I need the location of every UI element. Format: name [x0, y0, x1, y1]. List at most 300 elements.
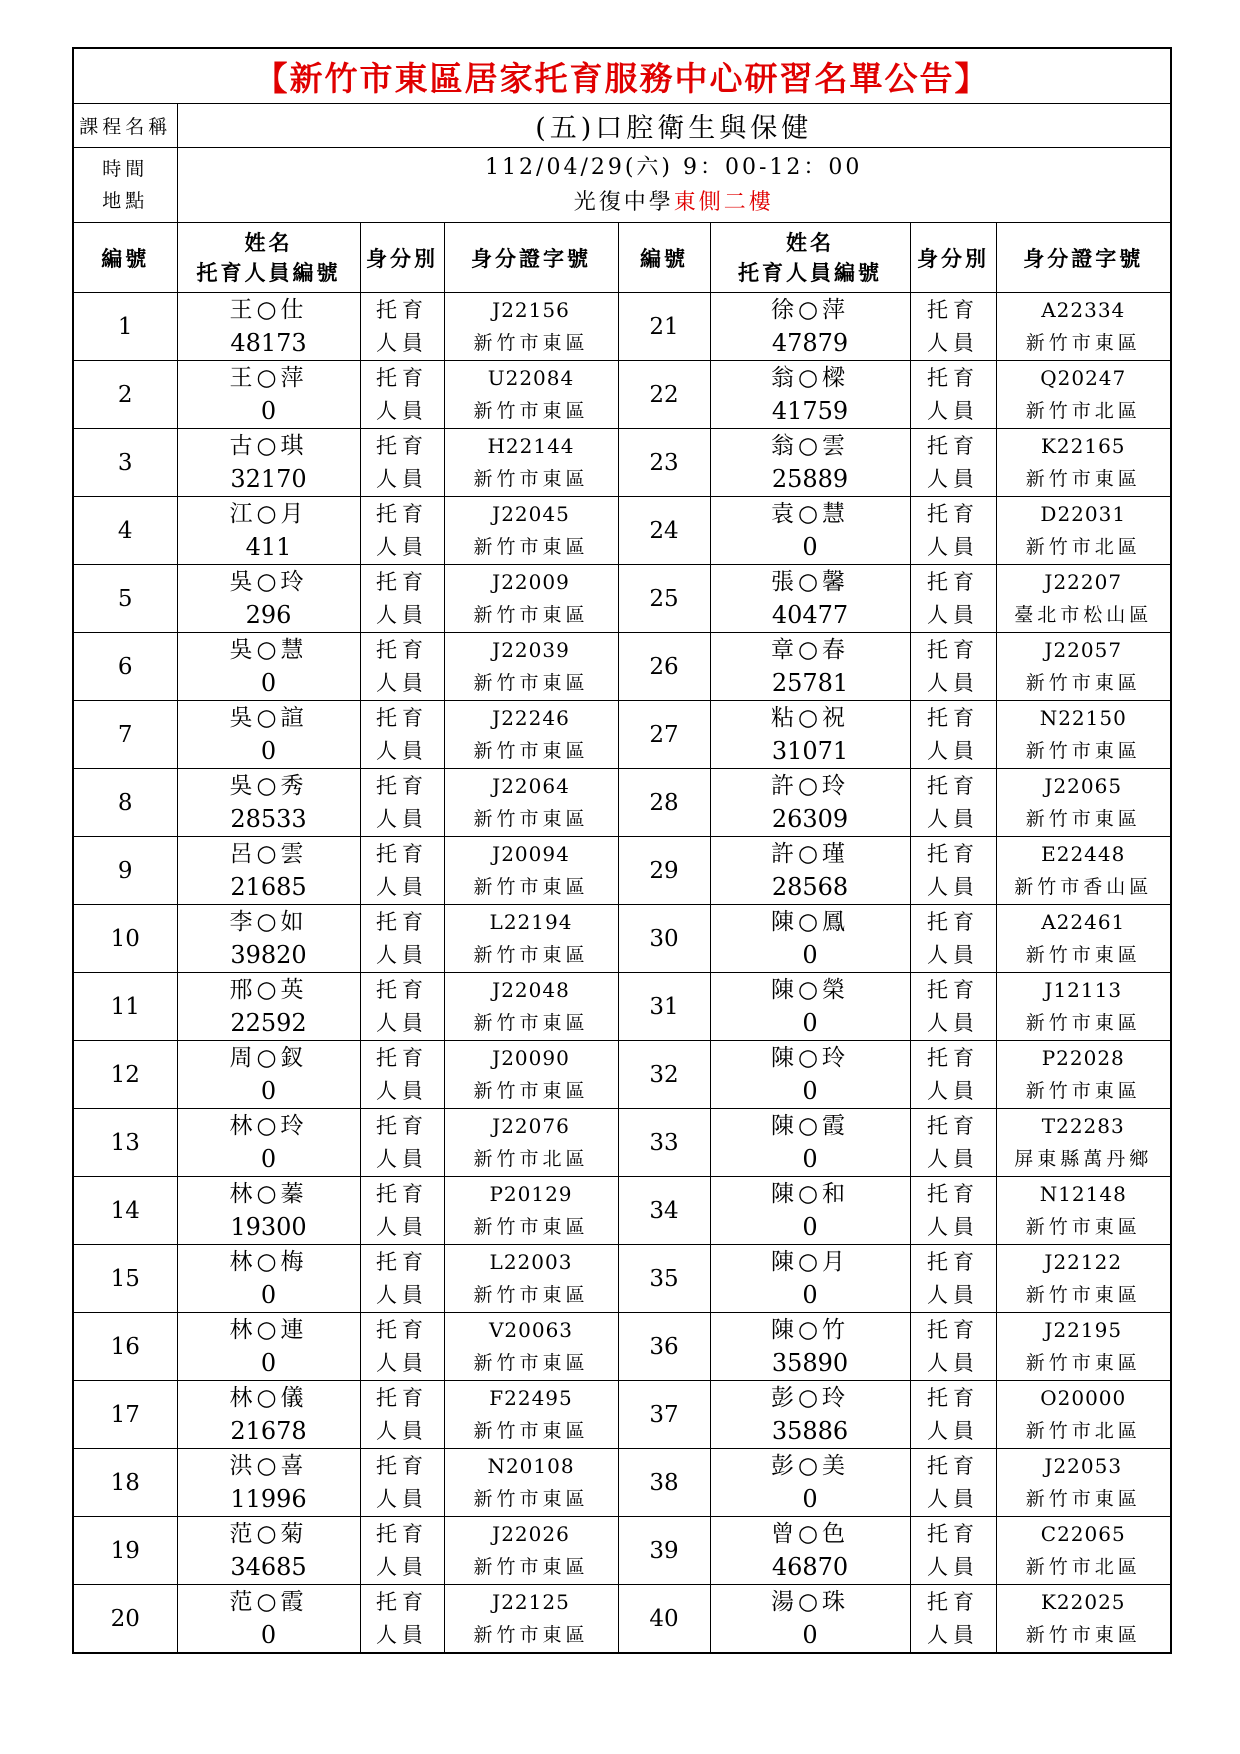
entry-identity-line: 托育 — [376, 909, 428, 934]
entry-caregiver-number: 0 — [802, 1620, 818, 1649]
entry-identity-cell — [360, 1585, 444, 1654]
entry-name: 林○蓁 — [229, 1180, 308, 1207]
entry-id-number: J22026 — [492, 1521, 570, 1546]
entry-name: 古○琪 — [229, 432, 308, 459]
entry-id-number: E22448 — [1041, 841, 1126, 866]
entry-district: 新竹市東區 — [1025, 671, 1141, 694]
entry-name: 彭○玲 — [770, 1384, 850, 1411]
entry-caregiver-number: 0 — [802, 1484, 818, 1513]
entry-district: 新竹市東區 — [473, 943, 589, 966]
entry-identity-cell — [910, 1313, 996, 1381]
entry-id-number: J22064 — [492, 773, 570, 798]
entry-number: 12 — [73, 1041, 177, 1109]
entry-name-cell — [710, 497, 910, 565]
entry-identity-line: 托育 — [927, 365, 979, 390]
entry-district: 新竹市東區 — [473, 1487, 589, 1510]
session-time: 112/04/29(六) 9：00-12：00 — [485, 155, 863, 180]
entry-name: 陳○鳳 — [770, 908, 850, 935]
entry-id-cell — [444, 429, 618, 497]
entry-caregiver-number: 40477 — [771, 600, 849, 629]
entry-number: 37 — [618, 1381, 710, 1449]
entry-id-cell — [996, 769, 1171, 837]
entry-identity-cell — [360, 1517, 444, 1585]
course-label: 課程名稱 — [73, 104, 177, 148]
entry-id-cell — [444, 293, 618, 361]
entry-caregiver-number: 0 — [802, 1076, 818, 1105]
entry-identity-line: 托育 — [927, 433, 979, 458]
entry-number: 40 — [618, 1585, 710, 1654]
entry-id-cell — [996, 905, 1171, 973]
entry-identity-line: 托育 — [376, 1249, 428, 1274]
table-row — [73, 769, 1171, 837]
entry-id-number: J22207 — [1044, 569, 1123, 594]
entry-number: 10 — [73, 905, 177, 973]
table-row — [73, 429, 1171, 497]
entry-identity-line: 人員 — [927, 1554, 979, 1579]
entry-identity-line: 托育 — [376, 1453, 428, 1478]
header-name-cell — [177, 223, 360, 293]
entry-identity-line: 托育 — [376, 1113, 428, 1138]
entry-number: 1 — [73, 293, 177, 361]
entry-district: 新竹市東區 — [473, 1079, 589, 1102]
header-name: 姓名 — [244, 229, 293, 255]
entry-name-cell — [710, 973, 910, 1041]
table-row — [73, 293, 1171, 361]
header-name: 姓名 — [786, 229, 834, 255]
entry-id-number: H22144 — [487, 433, 575, 458]
entry-name-cell — [177, 361, 360, 429]
entry-name: 章○春 — [770, 636, 850, 663]
entry-identity-cell — [360, 361, 444, 429]
entry-id-cell — [996, 497, 1171, 565]
roster-table — [72, 47, 1172, 1654]
entry-caregiver-number: 0 — [802, 1212, 818, 1241]
entry-district: 新竹市東區 — [1025, 1215, 1141, 1238]
entry-district: 新竹市東區 — [473, 535, 589, 558]
entry-identity-cell — [910, 1585, 996, 1654]
table-row — [73, 837, 1171, 905]
entry-identity-line: 托育 — [927, 637, 979, 662]
entry-id-number: O20000 — [1040, 1385, 1127, 1410]
entry-name: 翁○樑 — [770, 364, 850, 391]
entry-id-cell — [996, 701, 1171, 769]
entry-name: 湯○珠 — [770, 1588, 850, 1615]
entry-id-number: K22025 — [1040, 1589, 1126, 1614]
entry-number: 24 — [618, 497, 710, 565]
entry-district: 新竹市東區 — [1025, 1011, 1141, 1034]
entry-name: 陳○榮 — [770, 976, 850, 1003]
entry-district: 新竹市東區 — [473, 603, 589, 626]
entry-name-cell — [177, 701, 360, 769]
entry-caregiver-number: 21685 — [230, 872, 307, 901]
entry-identity-line: 人員 — [927, 1010, 979, 1035]
entry-identity-line: 托育 — [376, 1521, 428, 1546]
entry-caregiver-number: 39820 — [230, 940, 307, 969]
entry-name: 陳○霞 — [770, 1112, 850, 1139]
entry-district: 新竹市東區 — [1025, 1079, 1141, 1102]
entry-identity-line: 托育 — [376, 705, 428, 730]
entry-id-number: J22053 — [1044, 1453, 1123, 1478]
entry-identity-cell — [360, 1245, 444, 1313]
entry-number: 3 — [73, 429, 177, 497]
entry-number: 23 — [618, 429, 710, 497]
entry-name: 江○月 — [229, 500, 308, 527]
entry-id-number: J22076 — [492, 1113, 570, 1138]
entry-district: 新竹市東區 — [1025, 943, 1141, 966]
entry-identity-line: 人員 — [376, 1214, 428, 1239]
entry-identity-line: 托育 — [376, 1181, 428, 1206]
entry-identity-line: 人員 — [927, 942, 979, 967]
entry-name-cell — [710, 701, 910, 769]
entry-identity-line: 托育 — [927, 1113, 979, 1138]
entry-identity-cell — [910, 1041, 996, 1109]
entry-district: 新竹市東區 — [473, 875, 589, 898]
entry-district: 新竹市東區 — [473, 331, 589, 354]
entry-name-cell — [177, 1381, 360, 1449]
entry-name: 范○菊 — [229, 1520, 308, 1547]
entry-id-cell — [996, 837, 1171, 905]
entry-identity-line: 人員 — [376, 874, 428, 899]
entry-id-number: J22045 — [492, 501, 570, 526]
entry-id-cell — [444, 837, 618, 905]
entry-id-cell — [444, 1041, 618, 1109]
entry-id-cell — [996, 1585, 1171, 1654]
entry-identity-cell — [910, 1177, 996, 1245]
entry-id-cell — [444, 905, 618, 973]
entry-district: 新竹市東區 — [473, 671, 589, 694]
entry-number: 27 — [618, 701, 710, 769]
entry-name-cell — [177, 837, 360, 905]
entry-id-number: J12113 — [1044, 977, 1123, 1002]
entry-id-number: J22057 — [1044, 637, 1123, 662]
entry-identity-cell — [360, 429, 444, 497]
table-row — [73, 1449, 1171, 1517]
entry-id-number: J22009 — [492, 569, 570, 594]
entry-id-number: N20108 — [487, 1453, 575, 1478]
entry-name-cell — [710, 565, 910, 633]
entry-id-cell — [444, 1381, 618, 1449]
entry-number: 33 — [618, 1109, 710, 1177]
entry-id-cell — [996, 1109, 1171, 1177]
session-value-cell — [177, 148, 1171, 223]
entry-id-cell — [444, 1313, 618, 1381]
entry-district: 新竹市北區 — [1025, 399, 1141, 422]
entry-district: 新竹市北區 — [1025, 535, 1141, 558]
entry-identity-line: 托育 — [927, 1385, 979, 1410]
entry-identity-cell — [910, 1449, 996, 1517]
entry-identity-cell — [360, 769, 444, 837]
entry-name: 吳○秀 — [229, 772, 308, 799]
entry-identity-cell — [910, 973, 996, 1041]
entry-number: 30 — [618, 905, 710, 973]
entry-identity-line: 人員 — [927, 1486, 979, 1511]
entry-name-cell — [177, 1109, 360, 1177]
entry-id-number: U22084 — [487, 365, 575, 390]
entry-identity-line: 托育 — [927, 1453, 979, 1478]
entry-identity-cell — [910, 701, 996, 769]
time-label: 時間 — [102, 158, 149, 180]
entry-identity-line: 人員 — [927, 602, 979, 627]
table-row — [73, 1177, 1171, 1245]
entry-name: 粘○祝 — [770, 704, 850, 731]
entry-district: 新竹市東區 — [1025, 807, 1141, 830]
entry-caregiver-number: 0 — [260, 1280, 277, 1309]
entry-caregiver-number: 35886 — [771, 1416, 849, 1445]
entry-identity-line: 人員 — [376, 670, 428, 695]
entry-identity-line: 人員 — [376, 1010, 428, 1035]
entry-id-cell — [444, 1449, 618, 1517]
entry-id-cell — [444, 1585, 618, 1654]
entry-name: 彭○美 — [770, 1452, 850, 1479]
entry-caregiver-number: 25781 — [771, 668, 849, 697]
page-title: 【新竹市東區居家托育服務中心研習名單公告】 — [73, 48, 1171, 104]
entry-caregiver-number: 25889 — [771, 464, 849, 493]
entry-district: 新竹市東區 — [473, 467, 589, 490]
entry-id-cell — [996, 1313, 1171, 1381]
entry-number: 11 — [73, 973, 177, 1041]
entry-district: 新竹市東區 — [1025, 739, 1141, 762]
entry-name: 王○仕 — [229, 296, 308, 323]
entry-id-number: J22065 — [1044, 773, 1123, 798]
entry-identity-cell — [360, 293, 444, 361]
entry-district: 新竹市東區 — [1025, 467, 1141, 490]
entry-name: 翁○雲 — [770, 432, 850, 459]
entry-identity-cell — [910, 1245, 996, 1313]
entry-identity-cell — [360, 1313, 444, 1381]
entry-identity-line: 托育 — [927, 1249, 979, 1274]
entry-district: 新竹市東區 — [1025, 1623, 1141, 1646]
entry-name-cell — [177, 633, 360, 701]
entry-id-cell — [444, 361, 618, 429]
entry-number: 19 — [73, 1517, 177, 1585]
entry-name: 林○連 — [229, 1316, 308, 1343]
entry-number: 18 — [73, 1449, 177, 1517]
entry-id-number: C22065 — [1040, 1521, 1126, 1546]
entry-identity-cell — [910, 565, 996, 633]
entry-id-cell — [996, 361, 1171, 429]
entry-identity-line: 托育 — [927, 841, 979, 866]
entry-identity-line: 人員 — [376, 466, 428, 491]
entry-name-cell — [177, 1449, 360, 1517]
entry-caregiver-number: 26309 — [771, 804, 849, 833]
course-row — [73, 104, 1171, 148]
entry-number: 35 — [618, 1245, 710, 1313]
entry-id-number: L22003 — [489, 1249, 573, 1274]
entry-identity-cell — [910, 905, 996, 973]
entry-district: 新竹市東區 — [473, 1283, 589, 1306]
entry-identity-line: 人員 — [927, 738, 979, 763]
entry-name-cell — [177, 429, 360, 497]
header-caregiver-number: 托育人員編號 — [196, 259, 341, 285]
entry-name: 林○儀 — [229, 1384, 308, 1411]
entry-id-number: K22165 — [1040, 433, 1126, 458]
entry-id-cell — [444, 769, 618, 837]
entry-identity-cell — [910, 837, 996, 905]
entry-identity-line: 人員 — [376, 1554, 428, 1579]
entry-name: 呂○雲 — [229, 840, 308, 867]
entry-number: 29 — [618, 837, 710, 905]
entry-identity-line: 托育 — [927, 297, 979, 322]
entry-district: 新竹市東區 — [1025, 1283, 1141, 1306]
entry-district: 新竹市北區 — [1025, 1419, 1141, 1442]
entry-number: 2 — [73, 361, 177, 429]
header-identity: 身分別 — [910, 223, 996, 293]
entry-name-cell — [710, 1245, 910, 1313]
entry-number: 8 — [73, 769, 177, 837]
entry-caregiver-number: 0 — [802, 532, 818, 561]
entry-identity-line: 托育 — [927, 1317, 979, 1342]
entry-name: 李○如 — [229, 908, 308, 935]
entry-id-cell — [444, 497, 618, 565]
entry-id-cell — [996, 1517, 1171, 1585]
entry-name: 王○萍 — [229, 364, 308, 391]
entry-identity-line: 人員 — [927, 1282, 979, 1307]
entry-id-cell — [996, 293, 1171, 361]
entry-identity-line: 托育 — [376, 1045, 428, 1070]
entry-district: 新竹市東區 — [1025, 1487, 1141, 1510]
entry-id-number: Q20247 — [1040, 365, 1127, 390]
entry-identity-cell — [910, 429, 996, 497]
table-row — [73, 973, 1171, 1041]
entry-name: 吳○玲 — [229, 568, 308, 595]
entry-id-number: J22156 — [492, 297, 570, 322]
entry-district: 新竹市東區 — [1025, 1351, 1141, 1374]
entry-district: 新竹市東區 — [473, 1215, 589, 1238]
entry-name-cell — [177, 1245, 360, 1313]
entry-id-cell — [444, 973, 618, 1041]
entry-id-cell — [444, 565, 618, 633]
entry-identity-line: 托育 — [376, 365, 428, 390]
entry-identity-cell — [360, 1449, 444, 1517]
entry-caregiver-number: 11996 — [230, 1484, 307, 1513]
entry-number: 20 — [73, 1585, 177, 1654]
title-row — [73, 48, 1171, 104]
entry-identity-line: 人員 — [927, 806, 979, 831]
entry-id-number: P22028 — [1041, 1045, 1125, 1070]
entry-identity-line: 人員 — [376, 1350, 428, 1375]
entry-id-cell — [996, 565, 1171, 633]
entry-identity-line: 托育 — [376, 433, 428, 458]
entry-name: 陳○月 — [770, 1248, 850, 1275]
entry-district: 新竹市東區 — [473, 1555, 589, 1578]
entry-district: 新竹市東區 — [473, 1011, 589, 1034]
table-row — [73, 905, 1171, 973]
place-venue: 光復中學 — [573, 190, 674, 215]
session-place — [178, 185, 1171, 220]
entry-identity-line: 托育 — [927, 705, 979, 730]
table-row — [73, 1381, 1171, 1449]
entry-id-number: D22031 — [1040, 501, 1127, 526]
entry-identity-line: 人員 — [927, 670, 979, 695]
entry-caregiver-number: 0 — [260, 736, 277, 765]
entry-id-cell — [996, 1245, 1171, 1313]
entry-identity-line: 托育 — [927, 1589, 979, 1614]
entry-identity-line: 托育 — [927, 977, 979, 1002]
entry-name-cell — [710, 293, 910, 361]
entry-identity-line: 人員 — [927, 398, 979, 423]
entry-name-cell — [177, 769, 360, 837]
entry-identity-cell — [360, 701, 444, 769]
entry-caregiver-number: 0 — [260, 1076, 277, 1105]
entry-id-cell — [996, 633, 1171, 701]
entry-caregiver-number: 21678 — [230, 1416, 307, 1445]
entry-id-cell — [996, 429, 1171, 497]
entry-name: 張○馨 — [770, 568, 850, 595]
entry-name-cell — [177, 973, 360, 1041]
entry-identity-line: 托育 — [376, 977, 428, 1002]
entry-identity-cell — [360, 837, 444, 905]
entry-number: 31 — [618, 973, 710, 1041]
entry-id-cell — [996, 1449, 1171, 1517]
entry-number: 4 — [73, 497, 177, 565]
entry-number: 25 — [618, 565, 710, 633]
entry-name-cell — [710, 1177, 910, 1245]
entry-identity-line: 人員 — [376, 1146, 428, 1171]
entry-caregiver-number: 0 — [802, 1144, 818, 1173]
table-row — [73, 565, 1171, 633]
entry-identity-line: 人員 — [376, 738, 428, 763]
entry-name: 徐○萍 — [770, 296, 850, 323]
entry-id-cell — [996, 1177, 1171, 1245]
table-row — [73, 1041, 1171, 1109]
entry-id-cell — [444, 1109, 618, 1177]
entry-identity-line: 人員 — [376, 942, 428, 967]
entry-caregiver-number: 0 — [260, 1348, 277, 1377]
table-row — [73, 1585, 1171, 1654]
place-room: 東側二樓 — [673, 190, 774, 215]
entry-number: 39 — [618, 1517, 710, 1585]
entry-caregiver-number: 19300 — [230, 1212, 307, 1241]
entry-identity-line: 人員 — [927, 466, 979, 491]
entry-number: 17 — [73, 1381, 177, 1449]
entry-district: 新竹市東區 — [1025, 331, 1141, 354]
entry-id-cell — [996, 1381, 1171, 1449]
entry-number: 6 — [73, 633, 177, 701]
entry-identity-cell — [910, 293, 996, 361]
entry-identity-line: 人員 — [927, 874, 979, 899]
entry-name-cell — [710, 1381, 910, 1449]
entry-name: 林○梅 — [229, 1248, 308, 1275]
entry-number: 32 — [618, 1041, 710, 1109]
entry-name: 范○霞 — [229, 1588, 308, 1615]
entry-identity-line: 人員 — [927, 1146, 979, 1171]
table-row — [73, 1109, 1171, 1177]
entry-caregiver-number: 22592 — [230, 1008, 307, 1037]
entry-caregiver-number: 0 — [260, 396, 277, 425]
entry-caregiver-number: 28568 — [771, 872, 849, 901]
entry-identity-line: 托育 — [927, 909, 979, 934]
entry-name-cell — [710, 1109, 910, 1177]
entry-identity-line: 人員 — [376, 602, 428, 627]
entry-caregiver-number: 48173 — [230, 328, 307, 357]
entry-identity-line: 托育 — [927, 773, 979, 798]
entry-name-cell — [710, 361, 910, 429]
entry-id-cell — [444, 1177, 618, 1245]
entry-identity-line: 托育 — [376, 297, 428, 322]
entry-identity-line: 人員 — [927, 1078, 979, 1103]
entry-identity-line: 人員 — [376, 1418, 428, 1443]
table-row — [73, 361, 1171, 429]
session-row — [73, 148, 1171, 223]
entry-name-cell — [710, 837, 910, 905]
header-caregiver-number: 托育人員編號 — [738, 259, 882, 285]
entry-id-number: F22495 — [489, 1385, 573, 1410]
entry-identity-line: 人員 — [927, 1350, 979, 1375]
entry-name: 許○瑾 — [770, 840, 850, 867]
entry-number: 14 — [73, 1177, 177, 1245]
entry-identity-line: 托育 — [927, 1521, 979, 1546]
entry-number: 15 — [73, 1245, 177, 1313]
